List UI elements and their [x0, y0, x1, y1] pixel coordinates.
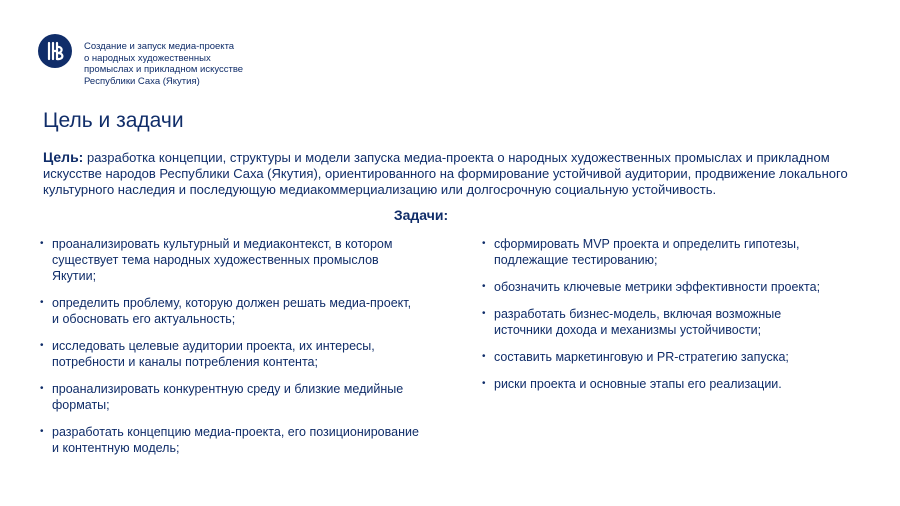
goal-label: Цель:: [43, 149, 84, 165]
task-text-line: обозначить ключевые метрики эффективности проекта;: [494, 280, 821, 294]
task-item: [40, 381, 460, 413]
task-item: [40, 424, 460, 456]
task-text-line: подлежащие тестированию;: [494, 253, 658, 267]
task-text-line: определить проблему, которую должен решать медиа-проект,: [52, 296, 412, 310]
task-text-line: существует тема народных художественных промыслов: [52, 253, 379, 267]
bullet-icon: •: [482, 238, 486, 249]
caption-line: о народных художественных: [84, 52, 211, 64]
bullet-icon: •: [482, 351, 486, 362]
task-item: [482, 279, 877, 295]
task-text-line: и обосновать его актуальность;: [52, 312, 236, 326]
task-text-line: и контентную модель;: [52, 441, 180, 455]
task-text-line: проанализировать конкурентную среду и близкие медийные: [52, 382, 404, 396]
task-text-line: составить маркетинговую и PR-стратегию запуска;: [494, 350, 789, 364]
task-item: [482, 376, 877, 392]
task-item: [482, 349, 877, 365]
tasks-list-left: [40, 236, 460, 467]
caption-line: промыслах и прикладном искусстве: [84, 64, 244, 76]
task-item: [482, 306, 877, 338]
task-item: [40, 236, 460, 284]
task-text-line: сформировать MVP проекта и определить гипотезы,: [494, 237, 800, 251]
bullet-icon: •: [482, 281, 486, 292]
goal-text: разработка концепции, структуры и модели запуска медиа-проекта о народных художественных промыслах и прикладном искусстве народов Республики Саха (Якутия), ориентированного на формирование устойчивой аудитории, продвижение локального культурного наследия и последующую медиакоммерциализацию или долгосрочную социальную устойчивость.: [43, 150, 848, 198]
task-item: [40, 295, 460, 327]
slide-title: Цель и задачи: [43, 109, 184, 132]
task-item: [482, 236, 877, 268]
bullet-icon: •: [482, 378, 486, 389]
goal-paragraph: [43, 149, 888, 199]
project-caption: [84, 41, 274, 87]
hse-logo-icon: [38, 34, 72, 68]
task-text-line: источники дохода и механизмы устойчивости;: [494, 323, 762, 337]
bullet-icon: •: [40, 297, 44, 308]
task-text-line: проанализировать культурный и медиаконтекст, в котором: [52, 237, 393, 251]
task-text-line: Якутии;: [52, 269, 97, 283]
task-text-line: разработать концепцию медиа-проекта, его позиционирование: [52, 425, 419, 439]
caption-line: Создание и запуск медиа-проекта: [84, 41, 235, 52]
bullet-icon: •: [482, 308, 486, 319]
task-text-line: разработать бизнес-модель, включая возможные: [494, 307, 782, 321]
bullet-icon: •: [40, 426, 44, 437]
task-text-line: исследовать целевые аудитории проекта, их интересы,: [52, 339, 375, 353]
tasks-heading: Задачи:: [393, 207, 449, 223]
bullet-icon: •: [40, 340, 44, 351]
bullet-icon: •: [40, 383, 44, 394]
tasks-list-right: [482, 236, 877, 403]
caption-line: Республики Саха (Якутия): [84, 75, 200, 87]
task-text-line: форматы;: [52, 398, 110, 412]
task-text-line: потребности и каналы потребления контента;: [52, 355, 318, 369]
bullet-icon: •: [40, 238, 44, 249]
task-item: [40, 338, 460, 370]
task-text-line: риски проекта и основные этапы его реализации.: [494, 377, 782, 391]
